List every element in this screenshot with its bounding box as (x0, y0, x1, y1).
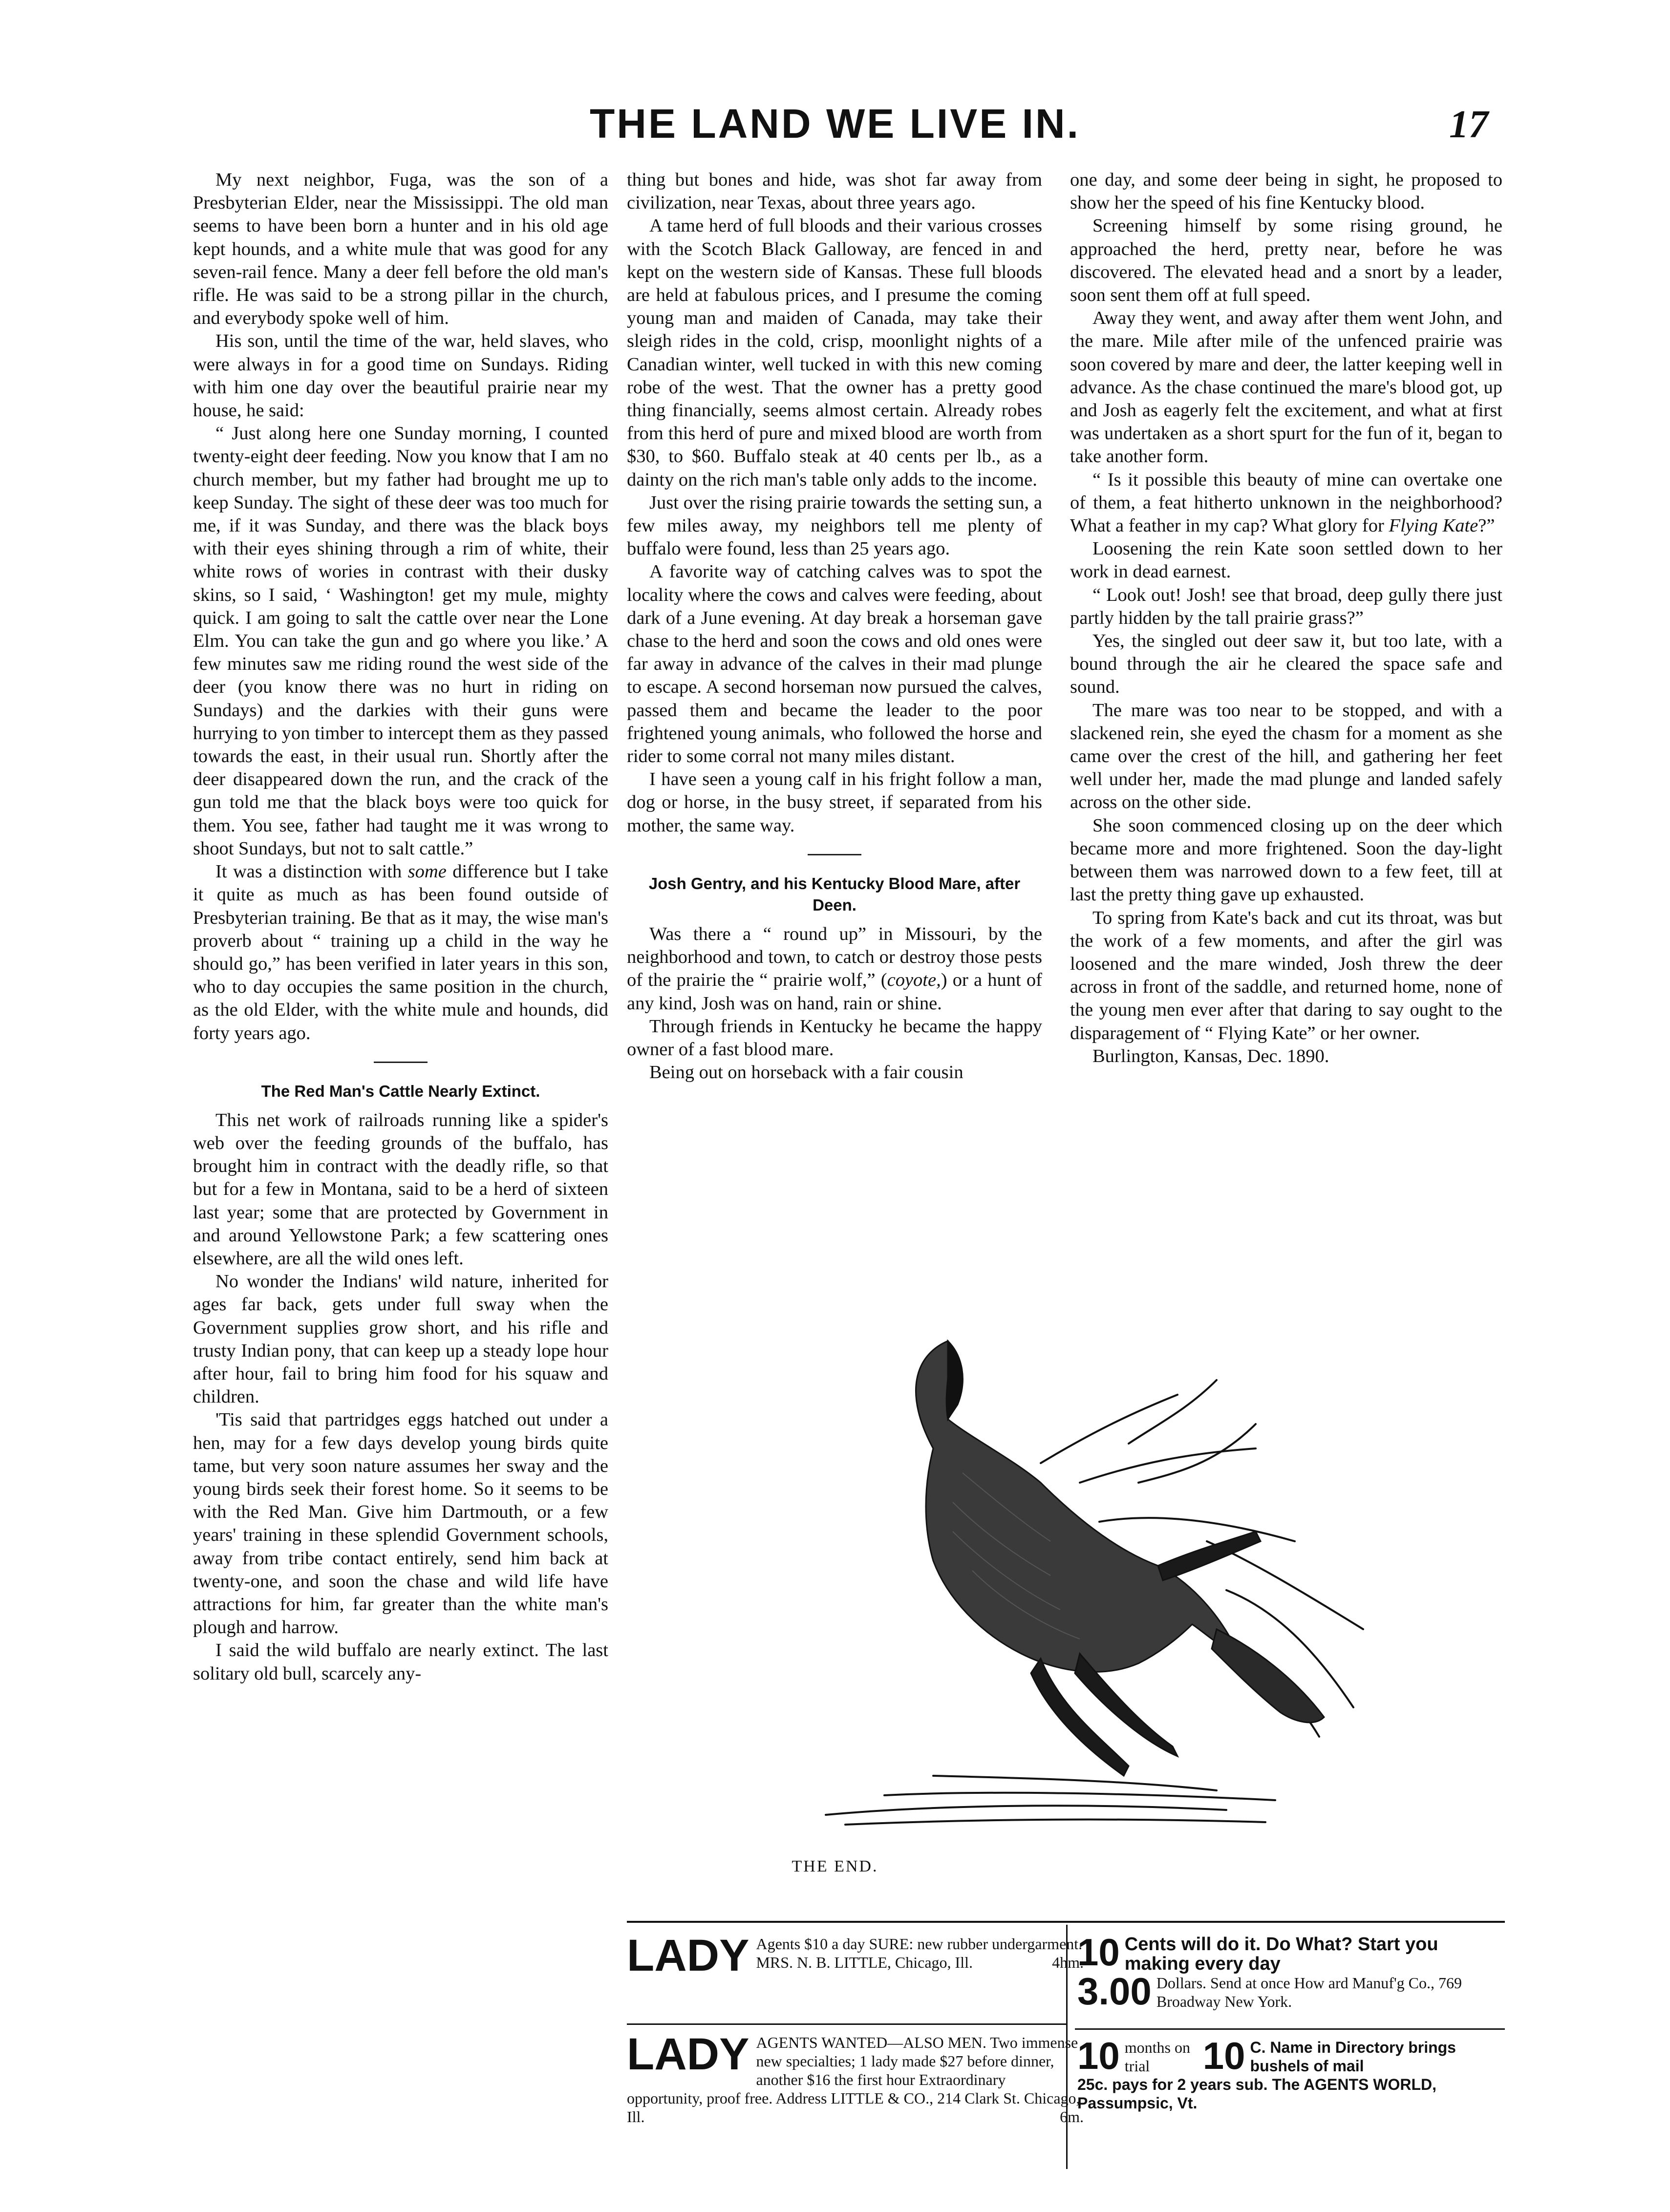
paragraph: “ Just along here one Sunday morning, I counted twenty-eight deer feeding. Now you know that I am no church member, but my father had brought me up to keep Sunday. The sight of these deer was too much for me, if it was Sunday, and there was the black boys with their eyes shining through a rim of white, their white rows of wories in contrast with their dusky skins, so I said, ‘ Washington! get my mule, mighty quick. I am going to salt the cattle over near the Lone Elm. You can take the gun and go where you like.’ A few minutes saw me riding round the west side of the deer (you know there was no hurt in riding on Sundays) and the darkies with their guns were hurrying to yon timber to intercept them as they passed towards the east, in their usual run. Shortly after the deer disappeared down the run, and the crack of the gun told me that the black boys were too quick for them. You see, father had taught me it was wrong to shoot Sundays, but not to salt cattle.” (193, 423, 609, 859)
paragraph: His son, until the time of the war, held slaves, who were always in for a good time on Sundays. Riding with him one day over the beautiful prairie near my house, he said: (193, 331, 608, 421)
howard-mfg-ad (1077, 1935, 1505, 2011)
paragraph: The mare was too near to be stopped, and with a slackened rein, she eyed the chasm for a moment as she came over the crest of the hill, and gathering her feet well under her, made the mad plunge and landed safely across on the other side. (1070, 700, 1502, 813)
paragraph: No wonder the Indians' wild nature, inherited for ages far back, gets under full sway when the Government supplies grow short, and his rifle and trusty Indian pony, that can keep up a steady lope hour after hour, fail to bring him food for his squaw and children. (193, 1271, 608, 1407)
ad-headline: LADY (627, 2029, 749, 2079)
deer-illustration (787, 1336, 1388, 1829)
paragraph: Loosening the rein Kate soon settled down to her work in dead earnest. (1070, 538, 1502, 582)
paragraph: A favorite way of catching calves was to spot the locality where the cows and calves were feeding, about dark of a June evening. At day break a horseman gave chase to the herd and soon the cows and old ones were far away in advance of the calves in their mad plunge to escape. A second horseman now pursued the calves, passed them and became the leader to the poor frightened young animals, who followed the horse and rider to some corral not many miles distant. (627, 561, 1042, 767)
paragraph: “ Is it possible this beauty of mine can overtake one of them, a feat hitherto unknown in the neighborhood? What a feather in my cap? What glory for Flying Kate?” (1070, 469, 1502, 536)
paragraph: My next neighbor, Fuga, was the son of a Presbyterian Elder, near the Mississippi. The old man seems to have been born a hunter and in his old age kept hounds, and a white mule that was good for any seven-rail fence. Many a deer fell before the old man's rifle. He was said to be a strong pillar in the church, and everybody spoke well of him. (193, 170, 608, 329)
paragraph: Away they went, and away after them went John, and the mare. Mile after mile of the unfenced prairie was soon covered by mare and deer, the latter keeping well in advance. As the chase continued the mare's blood got, up and Josh as eagerly felt the excitement, and what at first was undertaken as a short spurt for the fun of it, began to take another form. (1070, 308, 1502, 467)
ad-number: 10 (1202, 2038, 1245, 2075)
ad-text: 25c. pays for 2 years sub. The AGENTS WORLD, Passumpsic, Vt. (1077, 2076, 1437, 2112)
page-number: 17 (1449, 103, 1488, 146)
section-rule (808, 854, 861, 855)
paragraph: A tame herd of full bloods and their various crosses with the Scotch Black Galloway, are fenced in and kept on the western side of Kansas. These full bloods are held at fabulous prices, and I presume the coming young man and maiden of Canada, may take their sleigh rides in the cold, crisp, moonlight nights of a Canadian winter, well tucked in with this new coming robe of the west. That the owner has a pretty good thing financially, seems almost certain. Already robes from this herd of pure and mixed blood are worth from $30, to $60. Buffalo steak at 40 cents per lb., as a dainty on the rich man's table only adds to the income. (627, 215, 1042, 490)
ad-text: C. Name in Directory brings bushels of mail (1250, 2039, 1456, 2075)
ad-headline: LADY (627, 1931, 749, 1980)
paragraph: It was a distinction with some difference but I take it quite as much as has been found outside of Presbyterian training. Be that as it may, the wise man's proverb about “ training up a child in the way he should go,” has been verified in later years in this son, who to day occupies the same position in the church, as the old Elder, with the white mule and hounds, did forty years ago. (193, 861, 608, 1043)
ad-text: Dollars. Send at once How ard Manuf'g Co., 769 Broadway New York. (1156, 1974, 1462, 2010)
paragraph: Was there a “ round up” in Missouri, by the neighborhood and town, to catch or destroy those pests of the prairie the “ prairie wolf,” (coyote,) or a hunt of any kind, Josh was on hand, rain or shine. (627, 923, 1042, 1014)
ad-rule (1075, 2028, 1505, 2030)
section-heading: The Red Man's Cattle Nearly Extinct. (261, 1082, 540, 1100)
running-head: THE LAND WE LIVE IN. (590, 101, 1080, 147)
ad-code: 6m. (1060, 2108, 1084, 2126)
ad-number: 10 (1077, 1935, 1120, 1974)
paragraph: She soon commenced closing up on the deer which became more and more frightened. Soon the day-light between them was narrowed down to a few feet, till at last the pretty thing gave up exhausted. (1070, 815, 1502, 905)
ad-text: months on trial (1124, 2039, 1190, 2075)
paragraph: 'Tis said that partridges eggs hatched out under a hen, may for a few days develop young birds quite tame, but very soon nature assumes her sway and the young birds seek their forest home. So it seems to be with the Red Man. Give him Dartmouth, or a few years' training in these splendid Government schools, away from tribe contact entirely, send him back at twenty-one, and soon the chase and wild life have attractions for him, far greater than the white man's plough and harrow. (193, 1409, 608, 1638)
ad-text: Cents will do it. Do What? Start you making every day (1124, 1935, 1438, 1974)
the-end-caption: THE END. (792, 1857, 878, 1875)
ad-number: 10 (1077, 2038, 1120, 2075)
column-2 (627, 169, 1042, 1084)
column-3 (1070, 169, 1502, 1068)
agents-wanted-ad (627, 2029, 1084, 2126)
paragraph: Through friends in Kentucky he became the happy owner of a fast blood mare. (627, 1016, 1042, 1060)
paragraph: “ Look out! Josh! see that broad, deep gully there just partly hidden by the tall prairie grass?” (1070, 584, 1502, 628)
paragraph: This net work of railroads running like a spider's web over the feeding grounds of the buffalo, has brought him in contract with the deadly rifle, so that but for a few in Montana, said to be a herd of sixteen last year; some that are protected by Government in and around Yellowstone Park; a few scattering ones elsewhere, are all the wild ones left. (193, 1109, 608, 1269)
section-heading: Josh Gentry, and his Kentucky Blood Mare, after Deen. (648, 874, 1021, 914)
column-1 (193, 169, 608, 1685)
paragraph: I said the wild buffalo are nearly extinct. The last solitary old bull, scarcely any- (193, 1640, 608, 1684)
ad-number: 3.00 (1077, 1974, 1152, 2011)
ad-text: AGENTS WANTED—ALSO MEN. Two immense new specialties; 1 lady made $27 before dinner, another $16 the first hour Extraordinary opportunity, proof free. Address LITTLE & CO., 214 Clark St. Chicago, Ill. (627, 2034, 1080, 2126)
paragraph: To spring from Kate's back and cut its throat, was but the work of a few moments, and after the girl was loosened and the mare winded, Josh threw the deer across in front of the saddle, and returned home, none of the young men ever after that daring to say ought to the disparagement of “ Flying Kate” or her owner. (1070, 907, 1502, 1043)
paragraph: one day, and some deer being in sight, he proposed to show her the speed of his fine Kentucky blood. (1070, 170, 1502, 213)
paragraph: Screening himself by some rising ground, he approached the herd, pretty near, before he was discovered. The elevated head and a snort by a leader, soon sent them off at full speed. (1070, 215, 1502, 306)
paragraph: I have seen a young calf in his fright follow a man, dog or horse, in the busy street, if separated from his mother, the same way. (627, 769, 1042, 836)
signature-line: Burlington, Kansas, Dec. 1890. (1092, 1045, 1329, 1066)
paragraph: Just over the rising prairie towards the setting sun, a few miles away, my neighbors tell me plenty of buffalo were found, less than 25 years ago. (627, 492, 1042, 559)
paragraph: Yes, the singled out deer saw it, but too late, with a bound through the air he cleared the space safe and sound. (1070, 631, 1502, 698)
ad-rule (627, 2023, 1067, 2025)
paragraph: thing but bones and hide, was shot far away from civilization, near Texas, about three years ago. (627, 170, 1042, 213)
agents-world-ad (1077, 2038, 1505, 2112)
paragraph: Being out on horseback with a fair cousin (649, 1062, 963, 1083)
ad-top-rule (627, 1921, 1505, 1923)
lady-agents-ad (627, 1931, 1084, 1980)
section-rule (374, 1062, 428, 1063)
ad-code: 4hm. (1052, 1954, 1084, 1971)
ad-text: Agents $10 a day SURE: new rubber undergarment. MRS. N. B. LITTLE, Chicago, Ill. (756, 1935, 1083, 1971)
